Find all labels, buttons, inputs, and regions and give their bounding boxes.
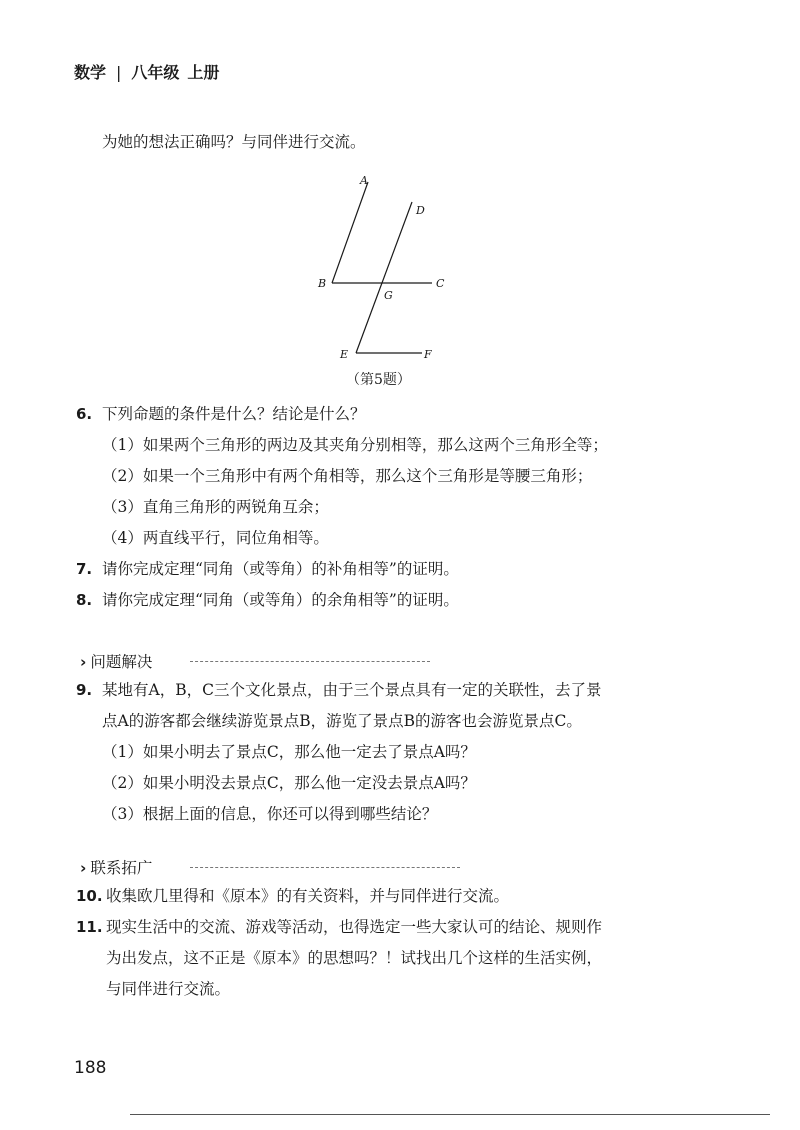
problem-9-number: 9.: [76, 681, 93, 699]
problem-9-item-3: （3）根据上面的信息，你还可以得到哪些结论？: [102, 805, 438, 823]
problem-11-line-1: 现实生活中的交流、游戏等活动，也得选定一些大家认可的结论、规则作: [106, 918, 603, 936]
problem-11-line-2: 为出发点，这不正是《原本》的思想吗？！试找出几个这样的生活实例，: [106, 949, 603, 967]
section-title: 问题解决: [90, 653, 153, 671]
label-d: D: [416, 204, 425, 217]
problem-8-number: 8.: [76, 591, 93, 609]
problem-9-line-1: 某地有A，B，C三个文化景点，由于三个景点具有一定的关联性，去了景: [102, 681, 602, 699]
label-g: G: [384, 289, 393, 302]
problem-8-text: 请你完成定理“同角（或等角）的余角相等”的证明。: [102, 591, 459, 609]
problem-6-item-2: （2）如果一个三角形中有两个角相等，那么这个三角形是等腰三角形；: [102, 467, 593, 485]
section-problem-solving: [80, 650, 152, 672]
problem-6: [76, 404, 366, 424]
section-arrow-icon: ›: [80, 653, 87, 671]
header-separator: |: [116, 63, 122, 82]
label-f: F: [424, 348, 432, 361]
bottom-rule: [130, 1114, 770, 1115]
section-arrow-icon: ›: [80, 859, 87, 877]
intro-line: 为她的想法正确吗？与同伴进行交流。: [102, 133, 366, 151]
header-volume: 上册: [187, 63, 220, 82]
label-e: E: [340, 348, 349, 361]
problem-6-number: 6.: [76, 405, 93, 423]
problem-6-item-1: （1）如果两个三角形的两边及其夹角分别相等，那么这两个三角形全等；: [102, 436, 608, 454]
problem-7: [76, 559, 459, 579]
problem-11-number: 11.: [76, 918, 103, 936]
problem-6-item-4: （4）两直线平行，同位角相等。: [102, 529, 329, 547]
problem-8: [76, 590, 459, 610]
page-number: 188: [74, 1058, 107, 1078]
section-title: 联系拓广: [90, 859, 153, 877]
problem-11: [76, 917, 602, 937]
header-subject: 数学: [74, 63, 107, 82]
line-de: [356, 202, 412, 353]
section-extension: [80, 856, 152, 878]
header-grade: 八年级: [131, 63, 180, 82]
page-header: [74, 60, 219, 83]
geometry-figure: [300, 170, 460, 370]
problem-10-text: 收集欧几里得和《原本》的有关资料，并与同伴进行交流。: [106, 887, 510, 905]
section-divider: [190, 867, 460, 868]
label-a: A: [360, 174, 368, 187]
problem-9: [76, 680, 601, 700]
problem-10: [76, 886, 509, 906]
label-c: C: [436, 277, 445, 290]
label-b: B: [318, 277, 327, 290]
problem-6-text: 下列命题的条件是什么？结论是什么？: [102, 405, 366, 423]
problem-7-number: 7.: [76, 560, 93, 578]
problem-7-text: 请你完成定理“同角（或等角）的补角相等”的证明。: [102, 560, 459, 578]
line-ab: [332, 182, 368, 283]
problem-10-number: 10.: [76, 887, 103, 905]
problem-9-item-1: （1）如果小明去了景点C，那么他一定去了景点A吗？: [102, 743, 476, 761]
figure-caption: （第5题）: [346, 372, 411, 388]
problem-11-line-3: 与同伴进行交流。: [106, 980, 231, 998]
problem-9-line-2: 点A的游客都会继续游览景点B，游览了景点B的游客也会游览景点C。: [102, 712, 582, 730]
problem-9-item-2: （2）如果小明没去景点C，那么他一定没去景点A吗？: [102, 774, 476, 792]
section-divider: [190, 661, 430, 662]
problem-6-item-3: （3）直角三角形的两锐角互余；: [102, 498, 329, 516]
